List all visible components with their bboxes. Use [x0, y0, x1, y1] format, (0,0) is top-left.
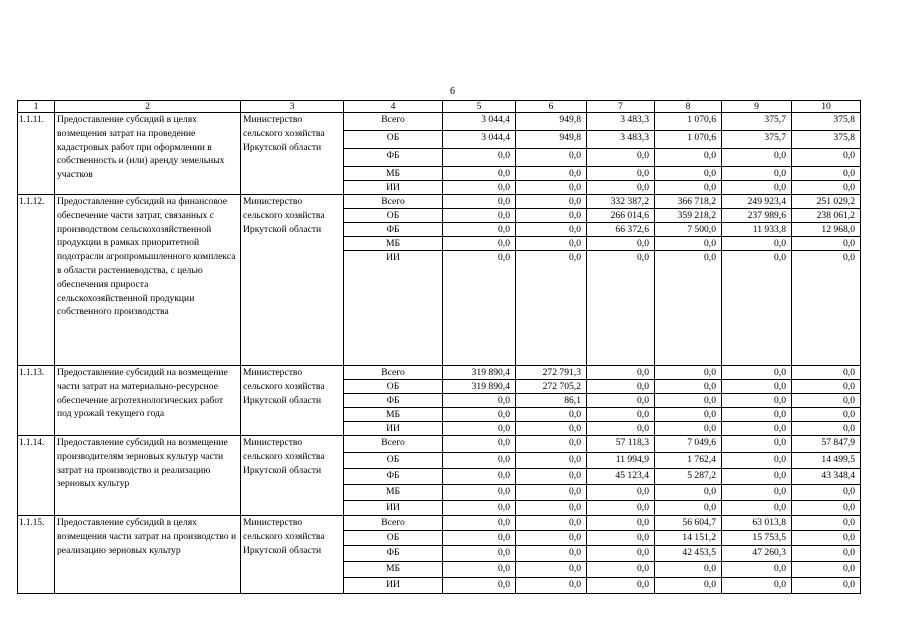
value-cell: 14 151,2	[655, 531, 722, 546]
value-cell: 0,0	[792, 422, 861, 436]
value-cell: 0,0	[443, 516, 516, 531]
value-cell: 949,8	[516, 131, 587, 149]
funding-source: ФБ	[344, 469, 443, 485]
value-cell: 0,0	[587, 501, 655, 516]
value-cell: 0,0	[443, 485, 516, 501]
value-cell: 359 218,2	[655, 209, 722, 223]
value-cell: 0,0	[516, 195, 587, 209]
value-cell: 0,0	[722, 562, 792, 578]
value-cell: 319 890,4	[443, 366, 516, 380]
item-executor: Министерство сельского хозяйства Иркутской области	[241, 366, 344, 436]
value-cell: 0,0	[587, 546, 655, 562]
value-cell: 0,0	[792, 149, 861, 167]
value-cell: 0,0	[516, 485, 587, 501]
value-cell: 0,0	[516, 453, 587, 469]
funding-source: ИИ	[344, 422, 443, 436]
value-cell: 56 604,7	[655, 516, 722, 531]
funding-source: Всего	[344, 195, 443, 209]
value-cell: 0,0	[516, 408, 587, 422]
item-executor: Министерство сельского хозяйства Иркутской области	[241, 516, 344, 594]
value-cell: 0,0	[587, 380, 655, 394]
funding-source: МБ	[344, 408, 443, 422]
value-cell: 0,0	[516, 237, 587, 251]
value-cell: 11 994,9	[587, 453, 655, 469]
item-description: Предоставление субсидий на возмещение части затрат на материально-ресурсное обеспечение агротехнологических работ под урожай текущего года	[55, 366, 241, 436]
item-code: 1.1.13.	[18, 366, 55, 436]
page-number: 6	[450, 86, 455, 97]
value-cell: 0,0	[722, 485, 792, 501]
value-cell: 375,8	[792, 131, 861, 149]
value-cell: 0,0	[516, 531, 587, 546]
value-cell: 0,0	[792, 531, 861, 546]
value-cell: 366 718,2	[655, 195, 722, 209]
table-row	[18, 366, 861, 380]
value-cell: 0,0	[587, 531, 655, 546]
item-executor: Министерство сельского хозяйства Иркутской области	[241, 436, 344, 516]
value-cell: 0,0	[722, 251, 792, 366]
header-cell: 4	[344, 101, 443, 113]
value-cell: 0,0	[516, 251, 587, 366]
value-cell: 0,0	[516, 181, 587, 195]
value-cell: 0,0	[792, 562, 861, 578]
item-description: Предоставление субсидий в целях возмещения части затрат на производство и реализацию зерновых культур	[55, 516, 241, 594]
value-cell: 0,0	[443, 578, 516, 594]
value-cell: 0,0	[516, 149, 587, 167]
value-cell: 1 070,6	[655, 131, 722, 149]
value-cell: 0,0	[443, 181, 516, 195]
funding-source: Всего	[344, 366, 443, 380]
value-cell: 0,0	[443, 195, 516, 209]
value-cell: 0,0	[587, 149, 655, 167]
value-cell: 0,0	[792, 485, 861, 501]
value-cell: 0,0	[792, 167, 861, 181]
funding-source: МБ	[344, 485, 443, 501]
value-cell: 0,0	[722, 380, 792, 394]
item-code: 1.1.12.	[18, 195, 55, 366]
value-cell: 0,0	[516, 167, 587, 181]
budget-table	[17, 100, 861, 594]
value-cell: 0,0	[655, 501, 722, 516]
value-cell: 86,1	[516, 394, 587, 408]
funding-source: ОБ	[344, 531, 443, 546]
value-cell: 0,0	[722, 501, 792, 516]
funding-source: ИИ	[344, 181, 443, 195]
value-cell: 0,0	[722, 366, 792, 380]
header-cell: 8	[655, 101, 722, 113]
value-cell: 7 049,6	[655, 436, 722, 453]
value-cell: 0,0	[443, 237, 516, 251]
value-cell: 11 933,8	[722, 223, 792, 237]
value-cell: 0,0	[792, 516, 861, 531]
funding-source: ФБ	[344, 223, 443, 237]
value-cell: 0,0	[516, 436, 587, 453]
value-cell: 0,0	[655, 408, 722, 422]
item-executor: Министерство сельского хозяйства Иркутской области	[241, 113, 344, 195]
value-cell: 0,0	[722, 181, 792, 195]
value-cell: 5 287,2	[655, 469, 722, 485]
funding-source: ФБ	[344, 149, 443, 167]
value-cell: 57 847,9	[792, 436, 861, 453]
value-cell: 12 968,0	[792, 223, 861, 237]
value-cell: 47 260,3	[722, 546, 792, 562]
value-cell: 251 029,2	[792, 195, 861, 209]
value-cell: 0,0	[722, 394, 792, 408]
value-cell: 0,0	[655, 578, 722, 594]
item-executor: Министерство сельского хозяйства Иркутской области	[241, 195, 344, 366]
value-cell: 0,0	[443, 422, 516, 436]
value-cell: 0,0	[655, 251, 722, 366]
table-row	[18, 436, 861, 453]
value-cell: 0,0	[443, 251, 516, 366]
value-cell: 0,0	[443, 209, 516, 223]
value-cell: 0,0	[516, 501, 587, 516]
value-cell: 0,0	[516, 223, 587, 237]
value-cell: 0,0	[722, 149, 792, 167]
value-cell: 0,0	[722, 167, 792, 181]
value-cell: 0,0	[443, 149, 516, 167]
funding-source: Всего	[344, 113, 443, 131]
value-cell: 0,0	[443, 453, 516, 469]
value-cell: 0,0	[443, 223, 516, 237]
value-cell: 0,0	[443, 394, 516, 408]
value-cell: 0,0	[587, 485, 655, 501]
funding-source: МБ	[344, 562, 443, 578]
value-cell: 332 387,2	[587, 195, 655, 209]
funding-source: ОБ	[344, 453, 443, 469]
value-cell: 3 483,3	[587, 131, 655, 149]
value-cell: 0,0	[655, 149, 722, 167]
value-cell: 0,0	[792, 380, 861, 394]
value-cell: 237 989,6	[722, 209, 792, 223]
value-cell: 0,0	[655, 366, 722, 380]
value-cell: 0,0	[587, 516, 655, 531]
value-cell: 0,0	[655, 562, 722, 578]
value-cell: 43 348,4	[792, 469, 861, 485]
value-cell: 0,0	[792, 408, 861, 422]
header-cell: 9	[722, 101, 792, 113]
item-description: Предоставление субсидий в целях возмещения затрат на проведение кадастровых работ при оформлении в собственность и (или) аренду земельных участков	[55, 113, 241, 195]
value-cell: 42 453,5	[655, 546, 722, 562]
value-cell: 0,0	[722, 422, 792, 436]
value-cell: 0,0	[587, 422, 655, 436]
value-cell: 45 123,4	[587, 469, 655, 485]
value-cell: 0,0	[655, 485, 722, 501]
value-cell: 0,0	[516, 469, 587, 485]
value-cell: 266 014,6	[587, 209, 655, 223]
value-cell: 0,0	[587, 408, 655, 422]
value-cell: 375,8	[792, 113, 861, 131]
value-cell: 0,0	[655, 181, 722, 195]
value-cell: 0,0	[443, 562, 516, 578]
value-cell: 1 070,6	[655, 113, 722, 131]
funding-source: ОБ	[344, 380, 443, 394]
value-cell: 0,0	[722, 436, 792, 453]
value-cell: 3 044,4	[443, 131, 516, 149]
value-cell: 0,0	[587, 181, 655, 195]
funding-source: ОБ	[344, 131, 443, 149]
value-cell: 0,0	[722, 453, 792, 469]
funding-source: ИИ	[344, 501, 443, 516]
table-row	[18, 516, 861, 531]
value-cell: 0,0	[516, 516, 587, 531]
funding-source: ОБ	[344, 209, 443, 223]
header-cell: 6	[516, 101, 587, 113]
value-cell: 249 923,4	[722, 195, 792, 209]
item-description: Предоставление субсидий на финансовое обеспечение части затрат, связанных с производством сельскохозяйственной продукции в рамках приоритетной подотрасли агропромышленного комплекса в области растениеводства, с целью обеспечения прироста сельскохозяйственной продукции собственного производства	[55, 195, 241, 366]
value-cell: 0,0	[587, 562, 655, 578]
value-cell: 949,8	[516, 113, 587, 131]
value-cell: 0,0	[792, 501, 861, 516]
value-cell: 0,0	[722, 469, 792, 485]
header-cell: 2	[55, 101, 241, 113]
value-cell: 0,0	[792, 251, 861, 366]
value-cell: 0,0	[443, 546, 516, 562]
header-cell: 5	[443, 101, 516, 113]
value-cell: 375,7	[722, 113, 792, 131]
value-cell: 0,0	[443, 469, 516, 485]
value-cell: 63 013,8	[722, 516, 792, 531]
header-cell: 10	[792, 101, 861, 113]
funding-source: МБ	[344, 237, 443, 251]
value-cell: 0,0	[792, 578, 861, 594]
table-row	[18, 113, 861, 131]
item-description: Предоставление субсидий на возмещение производителям зерновых культур части затрат на производство и реализацию зерновых культур	[55, 436, 241, 516]
value-cell: 1 762,4	[655, 453, 722, 469]
value-cell: 7 500,0	[655, 223, 722, 237]
value-cell: 0,0	[587, 578, 655, 594]
value-cell: 0,0	[722, 578, 792, 594]
header-row	[18, 101, 861, 113]
table-row	[18, 195, 861, 209]
value-cell: 0,0	[587, 394, 655, 408]
funding-source: ФБ	[344, 394, 443, 408]
value-cell: 0,0	[587, 237, 655, 251]
value-cell: 0,0	[792, 181, 861, 195]
value-cell: 0,0	[655, 380, 722, 394]
funding-source: ИИ	[344, 251, 443, 366]
value-cell: 272 705,2	[516, 380, 587, 394]
value-cell: 0,0	[655, 394, 722, 408]
value-cell: 0,0	[443, 167, 516, 181]
funding-source: МБ	[344, 167, 443, 181]
value-cell: 0,0	[722, 237, 792, 251]
value-cell: 0,0	[443, 408, 516, 422]
value-cell: 0,0	[792, 546, 861, 562]
value-cell: 0,0	[516, 578, 587, 594]
value-cell: 272 791,3	[516, 366, 587, 380]
value-cell: 319 890,4	[443, 380, 516, 394]
value-cell: 0,0	[587, 366, 655, 380]
value-cell: 3 044,4	[443, 113, 516, 131]
value-cell: 0,0	[587, 251, 655, 366]
item-code: 1.1.11.	[18, 113, 55, 195]
value-cell: 0,0	[443, 436, 516, 453]
funding-source: Всего	[344, 516, 443, 531]
value-cell: 375,7	[722, 131, 792, 149]
value-cell: 66 372,6	[587, 223, 655, 237]
value-cell: 0,0	[443, 501, 516, 516]
value-cell: 14 499,5	[792, 453, 861, 469]
funding-source: ФБ	[344, 546, 443, 562]
value-cell: 0,0	[792, 237, 861, 251]
value-cell: 0,0	[792, 394, 861, 408]
value-cell: 0,0	[655, 237, 722, 251]
value-cell: 0,0	[516, 546, 587, 562]
item-code: 1.1.14.	[18, 436, 55, 516]
header-cell: 1	[18, 101, 55, 113]
value-cell: 0,0	[516, 422, 587, 436]
value-cell: 0,0	[722, 408, 792, 422]
value-cell: 3 483,3	[587, 113, 655, 131]
value-cell: 0,0	[516, 562, 587, 578]
header-cell: 3	[241, 101, 344, 113]
value-cell: 238 061,2	[792, 209, 861, 223]
funding-source: ИИ	[344, 578, 443, 594]
value-cell: 0,0	[655, 167, 722, 181]
value-cell: 15 753,5	[722, 531, 792, 546]
value-cell: 0,0	[655, 422, 722, 436]
value-cell: 57 118,3	[587, 436, 655, 453]
value-cell: 0,0	[516, 209, 587, 223]
value-cell: 0,0	[443, 531, 516, 546]
funding-source: Всего	[344, 436, 443, 453]
value-cell: 0,0	[587, 167, 655, 181]
item-code: 1.1.15.	[18, 516, 55, 594]
header-cell: 7	[587, 101, 655, 113]
value-cell: 0,0	[792, 366, 861, 380]
